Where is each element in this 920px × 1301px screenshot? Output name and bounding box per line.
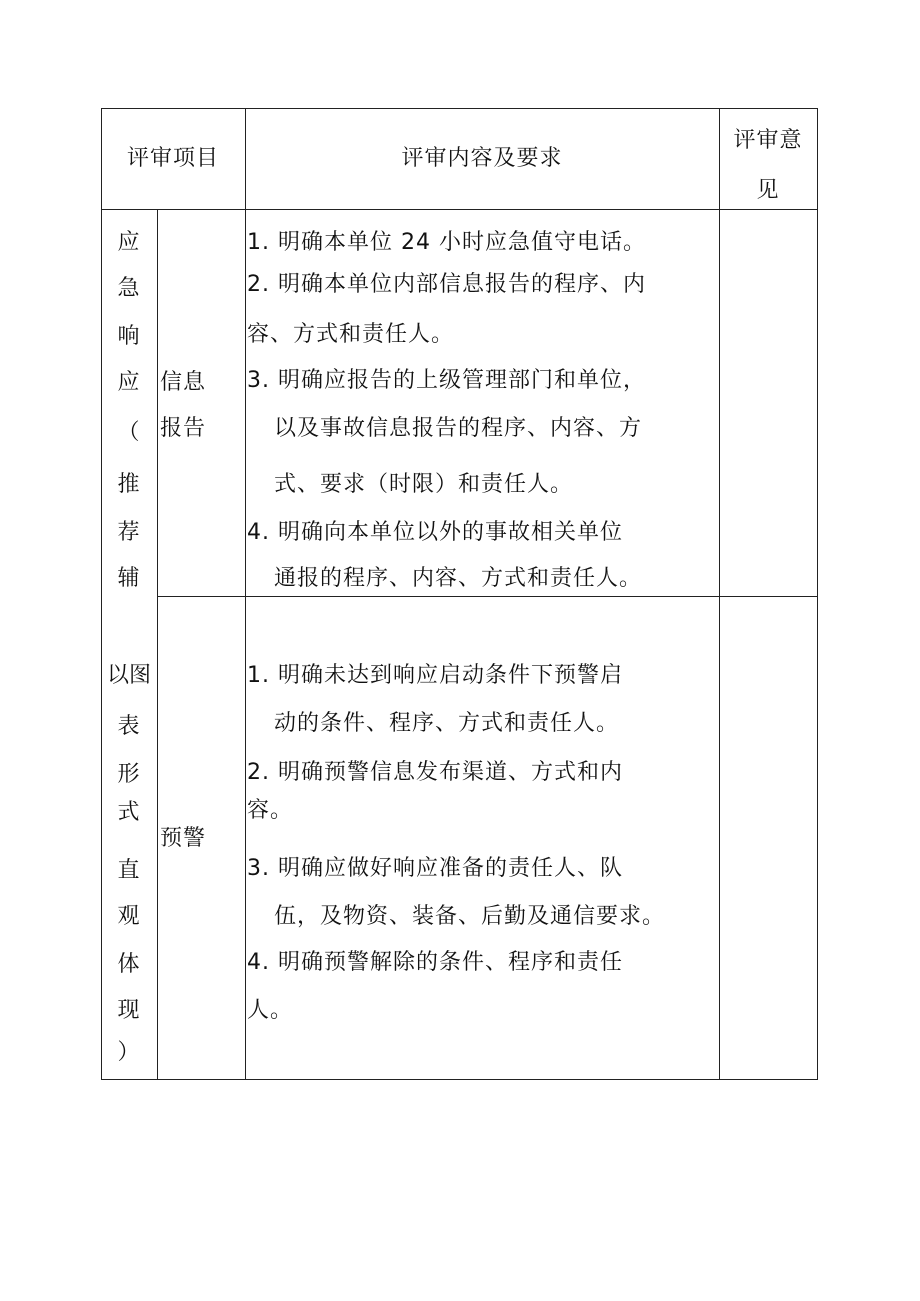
sub-item-column-divider bbox=[157, 209, 158, 1080]
category-char: （ bbox=[117, 420, 141, 445]
requirement-line: 1. 明确本单位 24 小时应急值守电话。 bbox=[247, 230, 646, 255]
category-char: 响 bbox=[117, 324, 141, 349]
requirement-line: 通报的程序、内容、方式和责任人。 bbox=[274, 566, 643, 591]
opinion-cell bbox=[720, 210, 817, 596]
category-char: 形 bbox=[117, 762, 141, 787]
sub-item-label-line1: 信息 bbox=[160, 370, 207, 395]
requirement-line: 4. 明确预警解除的条件、程序和责任 bbox=[247, 950, 623, 975]
table-bottom-border bbox=[101, 1079, 818, 1080]
sub-item-label: 预警 bbox=[160, 826, 207, 851]
category-char: 应 bbox=[117, 370, 141, 395]
requirement-line: 动的条件、程序、方式和责任人。 bbox=[274, 711, 620, 736]
header-content: 评审内容及要求 bbox=[401, 146, 563, 171]
requirement-line: 容、方式和责任人。 bbox=[247, 322, 455, 347]
requirement-line: 以及事故信息报告的程序、内容、方 bbox=[274, 416, 643, 441]
category-char: 式 bbox=[117, 800, 141, 825]
requirement-line: 式、要求（时限）和责任人。 bbox=[274, 472, 574, 497]
requirement-line: 3. 明确应报告的上级管理部门和单位， bbox=[247, 368, 646, 393]
requirement-line: 容。 bbox=[247, 798, 294, 823]
requirement-line: 1. 明确未达到响应启动条件下预警启 bbox=[247, 663, 623, 688]
category-char: 推 bbox=[117, 472, 141, 497]
requirement-line: 4. 明确向本单位以外的事故相关单位 bbox=[247, 520, 623, 545]
category-char: ） bbox=[117, 1040, 141, 1065]
requirement-line: 伍，及物资、装备、后勤及通信要求。 bbox=[274, 904, 666, 929]
category-char: 观 bbox=[117, 904, 141, 929]
requirement-line: 3. 明确应做好响应准备的责任人、队 bbox=[247, 856, 623, 881]
requirement-line: 2. 明确预警信息发布渠道、方式和内 bbox=[247, 760, 623, 785]
content-column-left-divider bbox=[245, 108, 246, 1080]
category-char: 急 bbox=[117, 276, 141, 301]
requirement-line: 人。 bbox=[247, 998, 294, 1023]
category-char: 以图 bbox=[106, 663, 151, 688]
category-char: 应 bbox=[117, 230, 141, 255]
category-char: 表 bbox=[117, 714, 141, 739]
sub-item-label-line2: 报告 bbox=[160, 416, 207, 441]
category-char: 辅 bbox=[117, 566, 141, 591]
header-item: 评审项目 bbox=[126, 146, 219, 171]
category-char: 现 bbox=[117, 998, 141, 1023]
header-opinion-line2: 见 bbox=[756, 178, 780, 203]
opinion-cell bbox=[720, 597, 817, 1079]
category-char: 荐 bbox=[117, 520, 141, 545]
category-char: 体 bbox=[117, 952, 141, 977]
requirement-line: 2. 明确本单位内部信息报告的程序、内 bbox=[247, 272, 646, 297]
header-bottom-border bbox=[101, 209, 818, 210]
table-right-border bbox=[817, 108, 818, 1080]
table-top-border bbox=[101, 108, 818, 109]
header-opinion-line1: 评审意 bbox=[733, 128, 803, 153]
category-char: 直 bbox=[117, 858, 141, 883]
